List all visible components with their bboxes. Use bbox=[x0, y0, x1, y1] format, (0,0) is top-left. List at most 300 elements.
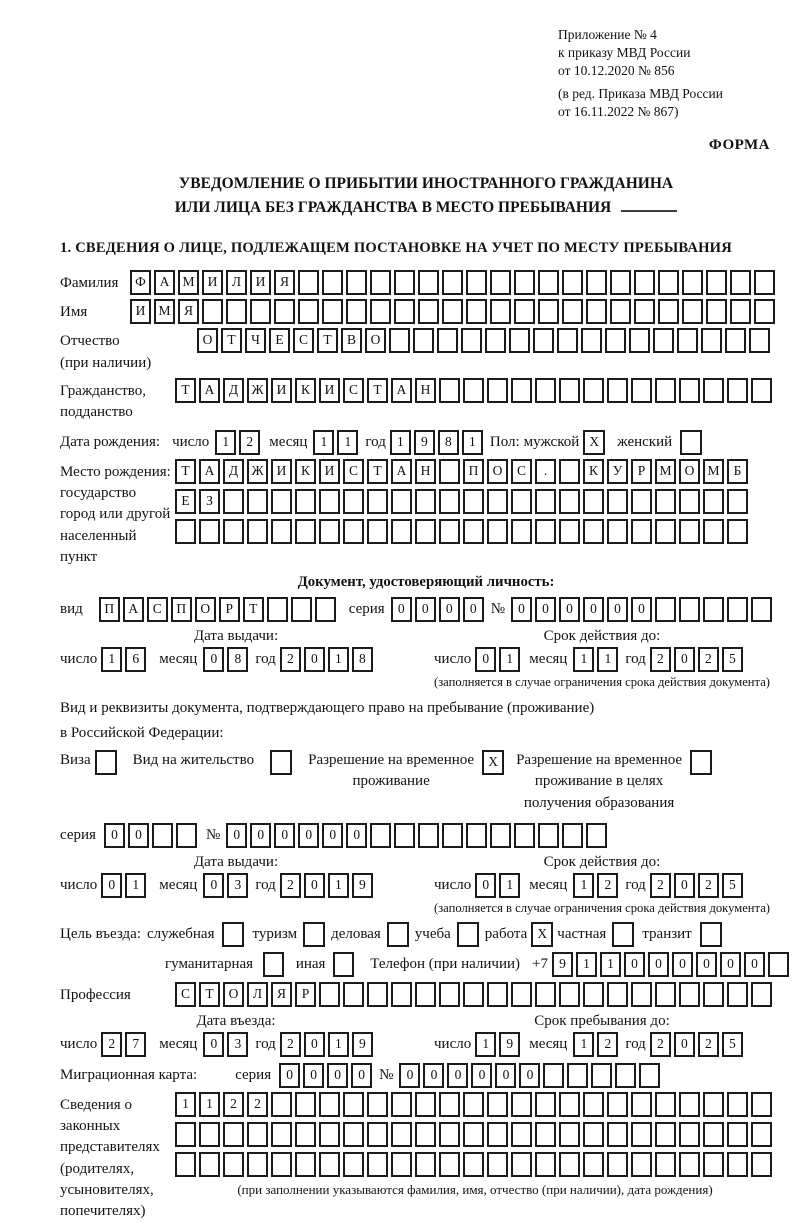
char-cell[interactable]: 2 bbox=[280, 873, 301, 898]
char-cell[interactable] bbox=[559, 519, 580, 544]
char-cell[interactable]: 1 bbox=[597, 647, 618, 672]
char-cell[interactable] bbox=[439, 1092, 460, 1117]
char-cell[interactable]: 0 bbox=[648, 952, 669, 977]
char-cell[interactable] bbox=[463, 1092, 484, 1117]
char-cell[interactable]: 0 bbox=[203, 1032, 224, 1057]
char-cell[interactable] bbox=[629, 328, 650, 353]
char-cell[interactable] bbox=[703, 378, 724, 403]
char-cell[interactable] bbox=[509, 328, 530, 353]
char-cell[interactable]: 0 bbox=[298, 823, 319, 848]
char-cell[interactable]: 2 bbox=[280, 647, 301, 672]
char-cell[interactable] bbox=[631, 489, 652, 514]
char-cell[interactable] bbox=[343, 1092, 364, 1117]
char-cell[interactable] bbox=[415, 1152, 436, 1177]
char-cell[interactable] bbox=[274, 299, 295, 324]
char-cell[interactable]: 0 bbox=[391, 597, 412, 622]
checkbox-humanitarian[interactable] bbox=[263, 952, 284, 977]
char-cell[interactable]: О bbox=[487, 459, 508, 484]
char-cell[interactable] bbox=[751, 597, 772, 622]
char-cell[interactable] bbox=[487, 378, 508, 403]
char-cell[interactable] bbox=[247, 489, 268, 514]
char-cell[interactable] bbox=[439, 1152, 460, 1177]
char-cell[interactable]: 5 bbox=[722, 1032, 743, 1057]
char-cell[interactable] bbox=[567, 1063, 588, 1088]
char-cell[interactable] bbox=[463, 378, 484, 403]
char-cell[interactable]: Б bbox=[727, 459, 748, 484]
char-cell[interactable] bbox=[679, 378, 700, 403]
char-cell[interactable] bbox=[346, 299, 367, 324]
char-cell[interactable] bbox=[581, 328, 602, 353]
char-cell[interactable]: И bbox=[319, 459, 340, 484]
char-cell[interactable]: 0 bbox=[631, 597, 652, 622]
char-cell[interactable]: 2 bbox=[280, 1032, 301, 1057]
char-cell[interactable]: 1 bbox=[328, 647, 349, 672]
char-cell[interactable]: А bbox=[199, 459, 220, 484]
char-cell[interactable] bbox=[559, 1092, 580, 1117]
char-cell[interactable] bbox=[655, 1092, 676, 1117]
char-cell[interactable] bbox=[370, 823, 391, 848]
char-cell[interactable] bbox=[653, 328, 674, 353]
char-cell[interactable] bbox=[343, 519, 364, 544]
char-cell[interactable]: И bbox=[271, 378, 292, 403]
char-cell[interactable]: 0 bbox=[250, 823, 271, 848]
char-cell[interactable] bbox=[535, 1152, 556, 1177]
char-cell[interactable] bbox=[439, 519, 460, 544]
char-cell[interactable]: П bbox=[99, 597, 120, 622]
char-cell[interactable] bbox=[634, 270, 655, 295]
char-cell[interactable] bbox=[586, 270, 607, 295]
char-cell[interactable]: 7 bbox=[125, 1032, 146, 1057]
char-cell[interactable] bbox=[559, 459, 580, 484]
char-cell[interactable]: И bbox=[130, 299, 151, 324]
char-cell[interactable] bbox=[295, 1122, 316, 1147]
char-cell[interactable] bbox=[511, 519, 532, 544]
char-cell[interactable] bbox=[655, 519, 676, 544]
char-cell[interactable] bbox=[514, 299, 535, 324]
char-cell[interactable] bbox=[703, 982, 724, 1007]
checkbox-visa[interactable] bbox=[95, 750, 117, 775]
char-cell[interactable] bbox=[679, 1122, 700, 1147]
char-cell[interactable] bbox=[394, 299, 415, 324]
char-cell[interactable] bbox=[725, 328, 746, 353]
char-cell[interactable]: А bbox=[199, 378, 220, 403]
char-cell[interactable]: 1 bbox=[337, 430, 358, 455]
char-cell[interactable] bbox=[679, 597, 700, 622]
char-cell[interactable]: 1 bbox=[573, 647, 594, 672]
char-cell[interactable] bbox=[511, 1152, 532, 1177]
char-cell[interactable]: О bbox=[197, 328, 218, 353]
char-cell[interactable] bbox=[319, 982, 340, 1007]
char-cell[interactable] bbox=[439, 378, 460, 403]
char-cell[interactable]: 2 bbox=[597, 1032, 618, 1057]
char-cell[interactable] bbox=[655, 1122, 676, 1147]
char-cell[interactable]: 0 bbox=[559, 597, 580, 622]
char-cell[interactable] bbox=[418, 270, 439, 295]
char-cell[interactable] bbox=[175, 519, 196, 544]
char-cell[interactable]: О bbox=[223, 982, 244, 1007]
char-cell[interactable]: 5 bbox=[722, 873, 743, 898]
char-cell[interactable] bbox=[730, 299, 751, 324]
char-cell[interactable] bbox=[295, 519, 316, 544]
char-cell[interactable] bbox=[514, 823, 535, 848]
char-cell[interactable] bbox=[703, 1122, 724, 1147]
char-cell[interactable]: 8 bbox=[438, 430, 459, 455]
char-cell[interactable] bbox=[391, 1122, 412, 1147]
char-cell[interactable]: 9 bbox=[352, 873, 373, 898]
char-cell[interactable]: 0 bbox=[203, 873, 224, 898]
char-cell[interactable]: Т bbox=[175, 378, 196, 403]
char-cell[interactable]: 9 bbox=[414, 430, 435, 455]
char-cell[interactable] bbox=[415, 1092, 436, 1117]
char-cell[interactable] bbox=[487, 489, 508, 514]
char-cell[interactable] bbox=[703, 1092, 724, 1117]
char-cell[interactable]: 0 bbox=[274, 823, 295, 848]
char-cell[interactable] bbox=[607, 489, 628, 514]
char-cell[interactable] bbox=[466, 270, 487, 295]
char-cell[interactable] bbox=[538, 299, 559, 324]
char-cell[interactable]: Р bbox=[631, 459, 652, 484]
char-cell[interactable]: 0 bbox=[519, 1063, 540, 1088]
char-cell[interactable] bbox=[658, 299, 679, 324]
char-cell[interactable] bbox=[226, 299, 247, 324]
char-cell[interactable] bbox=[346, 270, 367, 295]
checkbox-business[interactable] bbox=[387, 922, 409, 947]
char-cell[interactable]: 0 bbox=[471, 1063, 492, 1088]
char-cell[interactable]: К bbox=[295, 378, 316, 403]
char-cell[interactable]: 0 bbox=[346, 823, 367, 848]
char-cell[interactable] bbox=[727, 982, 748, 1007]
char-cell[interactable] bbox=[535, 519, 556, 544]
char-cell[interactable]: 0 bbox=[203, 647, 224, 672]
char-cell[interactable] bbox=[319, 489, 340, 514]
char-cell[interactable]: 0 bbox=[475, 873, 496, 898]
char-cell[interactable]: С bbox=[343, 459, 364, 484]
char-cell[interactable] bbox=[562, 299, 583, 324]
char-cell[interactable] bbox=[394, 823, 415, 848]
char-cell[interactable] bbox=[703, 1152, 724, 1177]
char-cell[interactable] bbox=[655, 982, 676, 1007]
char-cell[interactable]: 0 bbox=[423, 1063, 444, 1088]
char-cell[interactable] bbox=[751, 982, 772, 1007]
char-cell[interactable]: 0 bbox=[744, 952, 765, 977]
char-cell[interactable] bbox=[367, 1092, 388, 1117]
char-cell[interactable] bbox=[391, 1092, 412, 1117]
char-cell[interactable] bbox=[415, 1122, 436, 1147]
char-cell[interactable] bbox=[315, 597, 336, 622]
char-cell[interactable] bbox=[535, 378, 556, 403]
char-cell[interactable] bbox=[485, 328, 506, 353]
char-cell[interactable] bbox=[271, 1092, 292, 1117]
char-cell[interactable]: 0 bbox=[304, 647, 325, 672]
char-cell[interactable] bbox=[250, 299, 271, 324]
char-cell[interactable] bbox=[223, 1122, 244, 1147]
checkbox-study[interactable] bbox=[457, 922, 479, 947]
char-cell[interactable] bbox=[607, 519, 628, 544]
char-cell[interactable]: 1 bbox=[499, 647, 520, 672]
char-cell[interactable] bbox=[535, 489, 556, 514]
char-cell[interactable] bbox=[727, 519, 748, 544]
char-cell[interactable] bbox=[535, 982, 556, 1007]
char-cell[interactable] bbox=[658, 270, 679, 295]
char-cell[interactable] bbox=[367, 982, 388, 1007]
char-cell[interactable] bbox=[511, 1122, 532, 1147]
char-cell[interactable] bbox=[706, 270, 727, 295]
char-cell[interactable] bbox=[370, 270, 391, 295]
char-cell[interactable]: Ж bbox=[247, 378, 268, 403]
char-cell[interactable] bbox=[271, 1152, 292, 1177]
char-cell[interactable] bbox=[679, 982, 700, 1007]
char-cell[interactable] bbox=[607, 1152, 628, 1177]
char-cell[interactable]: 2 bbox=[247, 1092, 268, 1117]
char-cell[interactable]: 1 bbox=[475, 1032, 496, 1057]
char-cell[interactable]: 0 bbox=[495, 1063, 516, 1088]
char-cell[interactable]: М bbox=[655, 459, 676, 484]
char-cell[interactable] bbox=[437, 328, 458, 353]
checkbox-private[interactable] bbox=[612, 922, 634, 947]
char-cell[interactable] bbox=[247, 519, 268, 544]
char-cell[interactable] bbox=[511, 378, 532, 403]
char-cell[interactable] bbox=[247, 1152, 268, 1177]
char-cell[interactable] bbox=[152, 823, 173, 848]
char-cell[interactable]: 0 bbox=[279, 1063, 300, 1088]
char-cell[interactable] bbox=[370, 299, 391, 324]
char-cell[interactable] bbox=[490, 823, 511, 848]
checkbox-female[interactable] bbox=[680, 430, 702, 455]
char-cell[interactable] bbox=[586, 823, 607, 848]
char-cell[interactable]: Л bbox=[226, 270, 247, 295]
char-cell[interactable]: 1 bbox=[175, 1092, 196, 1117]
char-cell[interactable]: У bbox=[607, 459, 628, 484]
char-cell[interactable] bbox=[442, 299, 463, 324]
char-cell[interactable] bbox=[615, 1063, 636, 1088]
char-cell[interactable] bbox=[538, 270, 559, 295]
char-cell[interactable]: К bbox=[583, 459, 604, 484]
char-cell[interactable] bbox=[463, 489, 484, 514]
char-cell[interactable] bbox=[511, 982, 532, 1007]
char-cell[interactable]: 8 bbox=[227, 647, 248, 672]
char-cell[interactable]: 0 bbox=[511, 597, 532, 622]
char-cell[interactable] bbox=[562, 270, 583, 295]
char-cell[interactable]: 1 bbox=[328, 873, 349, 898]
char-cell[interactable]: И bbox=[250, 270, 271, 295]
char-cell[interactable] bbox=[415, 519, 436, 544]
char-cell[interactable] bbox=[391, 1152, 412, 1177]
char-cell[interactable] bbox=[322, 299, 343, 324]
char-cell[interactable]: 1 bbox=[125, 873, 146, 898]
char-cell[interactable] bbox=[439, 489, 460, 514]
char-cell[interactable] bbox=[639, 1063, 660, 1088]
char-cell[interactable]: 0 bbox=[327, 1063, 348, 1088]
char-cell[interactable] bbox=[223, 1152, 244, 1177]
char-cell[interactable] bbox=[727, 378, 748, 403]
char-cell[interactable]: 0 bbox=[415, 597, 436, 622]
char-cell[interactable]: Т bbox=[221, 328, 242, 353]
char-cell[interactable] bbox=[418, 299, 439, 324]
char-cell[interactable]: Д bbox=[223, 378, 244, 403]
char-cell[interactable]: Т bbox=[199, 982, 220, 1007]
char-cell[interactable] bbox=[703, 597, 724, 622]
char-cell[interactable] bbox=[583, 378, 604, 403]
char-cell[interactable] bbox=[442, 270, 463, 295]
char-cell[interactable] bbox=[631, 1092, 652, 1117]
char-cell[interactable]: 0 bbox=[128, 823, 149, 848]
char-cell[interactable] bbox=[463, 982, 484, 1007]
char-cell[interactable]: 2 bbox=[698, 1032, 719, 1057]
char-cell[interactable]: 0 bbox=[720, 952, 741, 977]
char-cell[interactable]: 1 bbox=[600, 952, 621, 977]
char-cell[interactable] bbox=[586, 299, 607, 324]
char-cell[interactable] bbox=[679, 1152, 700, 1177]
char-cell[interactable] bbox=[610, 299, 631, 324]
char-cell[interactable] bbox=[319, 1092, 340, 1117]
char-cell[interactable] bbox=[682, 299, 703, 324]
char-cell[interactable] bbox=[199, 1152, 220, 1177]
char-cell[interactable]: 1 bbox=[313, 430, 334, 455]
checkbox-official[interactable] bbox=[222, 922, 244, 947]
char-cell[interactable]: 1 bbox=[576, 952, 597, 977]
char-cell[interactable]: Ж bbox=[247, 459, 268, 484]
char-cell[interactable] bbox=[583, 519, 604, 544]
char-cell[interactable] bbox=[322, 270, 343, 295]
char-cell[interactable]: С bbox=[343, 378, 364, 403]
char-cell[interactable]: 1 bbox=[573, 873, 594, 898]
char-cell[interactable]: И bbox=[202, 270, 223, 295]
char-cell[interactable] bbox=[175, 1152, 196, 1177]
char-cell[interactable] bbox=[199, 1122, 220, 1147]
char-cell[interactable] bbox=[223, 489, 244, 514]
char-cell[interactable]: П bbox=[463, 459, 484, 484]
char-cell[interactable]: 1 bbox=[573, 1032, 594, 1057]
char-cell[interactable] bbox=[391, 519, 412, 544]
char-cell[interactable] bbox=[343, 982, 364, 1007]
char-cell[interactable]: Н bbox=[415, 378, 436, 403]
char-cell[interactable]: 2 bbox=[650, 647, 671, 672]
char-cell[interactable] bbox=[538, 823, 559, 848]
char-cell[interactable] bbox=[319, 1122, 340, 1147]
char-cell[interactable] bbox=[631, 1122, 652, 1147]
char-cell[interactable]: З bbox=[199, 489, 220, 514]
char-cell[interactable] bbox=[199, 519, 220, 544]
char-cell[interactable]: 0 bbox=[351, 1063, 372, 1088]
char-cell[interactable] bbox=[176, 823, 197, 848]
checkbox-transit[interactable] bbox=[700, 922, 722, 947]
char-cell[interactable] bbox=[391, 489, 412, 514]
char-cell[interactable] bbox=[389, 328, 410, 353]
char-cell[interactable] bbox=[559, 489, 580, 514]
char-cell[interactable]: 0 bbox=[674, 873, 695, 898]
char-cell[interactable] bbox=[271, 489, 292, 514]
char-cell[interactable] bbox=[631, 982, 652, 1007]
char-cell[interactable]: 0 bbox=[535, 597, 556, 622]
char-cell[interactable]: Я bbox=[271, 982, 292, 1007]
char-cell[interactable]: . bbox=[535, 459, 556, 484]
char-cell[interactable] bbox=[367, 1122, 388, 1147]
char-cell[interactable] bbox=[319, 1152, 340, 1177]
char-cell[interactable] bbox=[583, 1092, 604, 1117]
char-cell[interactable]: 9 bbox=[352, 1032, 373, 1057]
char-cell[interactable]: 2 bbox=[650, 873, 671, 898]
char-cell[interactable] bbox=[413, 328, 434, 353]
char-cell[interactable] bbox=[727, 1152, 748, 1177]
char-cell[interactable]: С bbox=[293, 328, 314, 353]
char-cell[interactable] bbox=[439, 459, 460, 484]
char-cell[interactable]: Т bbox=[367, 459, 388, 484]
char-cell[interactable]: Ч bbox=[245, 328, 266, 353]
char-cell[interactable]: С bbox=[511, 459, 532, 484]
char-cell[interactable] bbox=[634, 299, 655, 324]
char-cell[interactable]: 0 bbox=[624, 952, 645, 977]
char-cell[interactable]: Е bbox=[175, 489, 196, 514]
char-cell[interactable] bbox=[631, 1152, 652, 1177]
char-cell[interactable]: Я bbox=[274, 270, 295, 295]
char-cell[interactable]: С bbox=[147, 597, 168, 622]
char-cell[interactable]: А bbox=[391, 459, 412, 484]
char-cell[interactable] bbox=[727, 489, 748, 514]
char-cell[interactable] bbox=[655, 378, 676, 403]
char-cell[interactable] bbox=[295, 1092, 316, 1117]
char-cell[interactable]: 3 bbox=[227, 1032, 248, 1057]
char-cell[interactable]: 2 bbox=[698, 647, 719, 672]
char-cell[interactable]: 3 bbox=[227, 873, 248, 898]
char-cell[interactable] bbox=[562, 823, 583, 848]
checkbox-temp-residence-education[interactable] bbox=[690, 750, 712, 775]
char-cell[interactable] bbox=[442, 823, 463, 848]
char-cell[interactable] bbox=[706, 299, 727, 324]
char-cell[interactable] bbox=[591, 1063, 612, 1088]
char-cell[interactable] bbox=[343, 1122, 364, 1147]
char-cell[interactable] bbox=[535, 1122, 556, 1147]
char-cell[interactable]: 6 bbox=[125, 647, 146, 672]
char-cell[interactable]: Т bbox=[317, 328, 338, 353]
char-cell[interactable]: Е bbox=[269, 328, 290, 353]
char-cell[interactable] bbox=[559, 1152, 580, 1177]
char-cell[interactable]: 1 bbox=[215, 430, 236, 455]
char-cell[interactable] bbox=[319, 519, 340, 544]
char-cell[interactable]: Я bbox=[178, 299, 199, 324]
char-cell[interactable]: 0 bbox=[674, 1032, 695, 1057]
char-cell[interactable]: О bbox=[365, 328, 386, 353]
char-cell[interactable] bbox=[605, 328, 626, 353]
char-cell[interactable] bbox=[463, 1152, 484, 1177]
char-cell[interactable] bbox=[267, 597, 288, 622]
char-cell[interactable]: 2 bbox=[650, 1032, 671, 1057]
char-cell[interactable] bbox=[751, 1092, 772, 1117]
char-cell[interactable] bbox=[343, 489, 364, 514]
char-cell[interactable]: К bbox=[295, 459, 316, 484]
char-cell[interactable] bbox=[291, 597, 312, 622]
char-cell[interactable]: 1 bbox=[328, 1032, 349, 1057]
char-cell[interactable] bbox=[367, 489, 388, 514]
char-cell[interactable] bbox=[727, 597, 748, 622]
char-cell[interactable]: 1 bbox=[390, 430, 411, 455]
char-cell[interactable] bbox=[391, 982, 412, 1007]
char-cell[interactable] bbox=[490, 270, 511, 295]
char-cell[interactable]: О bbox=[195, 597, 216, 622]
char-cell[interactable] bbox=[754, 270, 775, 295]
char-cell[interactable] bbox=[607, 378, 628, 403]
char-cell[interactable]: Л bbox=[247, 982, 268, 1007]
char-cell[interactable] bbox=[511, 1092, 532, 1117]
char-cell[interactable]: 0 bbox=[696, 952, 717, 977]
char-cell[interactable]: 5 bbox=[722, 647, 743, 672]
char-cell[interactable] bbox=[466, 299, 487, 324]
char-cell[interactable] bbox=[751, 1122, 772, 1147]
char-cell[interactable] bbox=[631, 519, 652, 544]
char-cell[interactable]: 1 bbox=[499, 873, 520, 898]
char-cell[interactable] bbox=[677, 328, 698, 353]
char-cell[interactable] bbox=[655, 597, 676, 622]
char-cell[interactable] bbox=[655, 1152, 676, 1177]
